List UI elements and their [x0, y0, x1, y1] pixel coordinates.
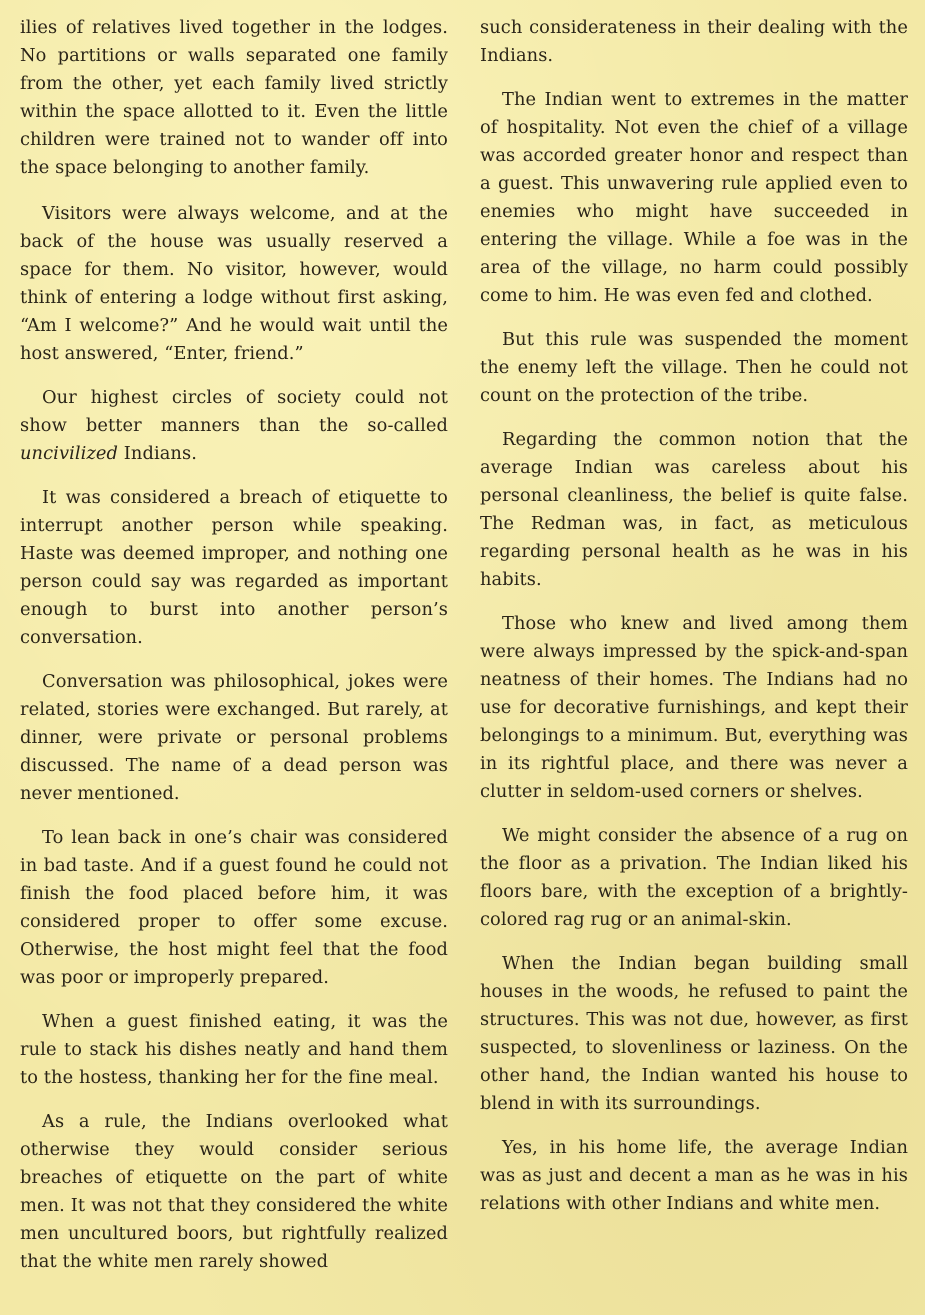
paragraph: Visitors were always welcome, and at the back of the house was usually reserved a space for them. No visitor, however, would think of entering a lodge without first asking, “Am I welcome?” And he would wait until the host answered, “Enter, friend.” [20, 203, 448, 364]
paragraph: As a rule, the Indians overlooked what otherwise they would consider serious breaches of etiquette on the part of white men. It was not that they considered the white men uncultured boors, but rightfully realized that the white men rarely showed [20, 1111, 448, 1272]
paragraph: Conversation was philosophical, jokes were related, stories were exchanged. But rarely, at dinner, were private or personal problems discussed. The name of a dead person was never mentioned. [20, 671, 448, 804]
paragraph: ilies of relatives lived together in the lodges. No partitions or walls separated one family from the other, yet each family lived strictly within the space allotted to it. Even the little children were trained not to wander off into the space belonging to another family. [20, 17, 448, 178]
right-column [480, 14, 908, 1234]
paragraph: The Indian went to extremes in the matter of hospitality. Not even the chief of a village was accorded greater honor and respect than a guest. This unwavering rule applied even to enemies who might have succeeded in entering the village. While a foe was in the area of the village, no harm could possibly come to him. He was even fed and clothed. [480, 89, 908, 306]
paragraph: Those who knew and lived among them were always impressed by the spick-and-span neatness of their homes. The Indians had no use for decorative furnishings, and kept their belongings to a minimum. But, everything was in its rightful place, and there was never a clutter in seldom-used corners or shelves. [480, 613, 908, 802]
paragraph: When the Indian began building small houses in the woods, he refused to paint the structures. This was not due, however, as first suspected, to slovenliness or laziness. On the other hand, the Indian wanted his house to blend in with its surroundings. [480, 953, 908, 1114]
paragraph: such considerateness in their dealing with the Indians. [480, 17, 908, 66]
paragraph: To lean back in one’s chair was considered in bad taste. And if a guest found he could not finish the food placed before him, it was considered proper to offer some excuse. Otherwise, the host might feel that the food was poor or improperly prepared. [20, 827, 448, 988]
paragraph [20, 384, 448, 468]
emphasized-text: uncivilized [20, 443, 119, 464]
paragraph: When a guest finished eating, it was the rule to stack his dishes neatly and hand them to the hostess, thanking her for the fine meal. [20, 1011, 448, 1088]
paragraph-text: Indians. [118, 443, 197, 464]
paragraph: Yes, in his home life, the average Indian was as just and decent a man as he was in his relations with other Indians and white men. [480, 1137, 908, 1214]
paragraph: We might consider the absence of a rug on the floor as a privation. The Indian liked his floors bare, with the exception of a brightly-colored rag rug or an animal-skin. [480, 825, 908, 930]
paragraph: But this rule was suspended the moment the enemy left the village. Then he could not count on the protection of the tribe. [480, 329, 908, 406]
paragraph: It was considered a breach of etiquette to interrupt another person while speaking. Haste was deemed improper, and nothing one person could say was regarded as important enough to burst into another person’s conversation. [20, 487, 448, 648]
paragraph-text: Our highest circles of society could not show better manners than the so-called [20, 387, 448, 436]
paragraph: Regarding the common notion that the average Indian was careless about his personal cleanliness, the belief is quite false. The Redman was, in fact, as meticulous regarding personal health as he was in his habits. [480, 429, 908, 590]
left-column [20, 14, 448, 1292]
